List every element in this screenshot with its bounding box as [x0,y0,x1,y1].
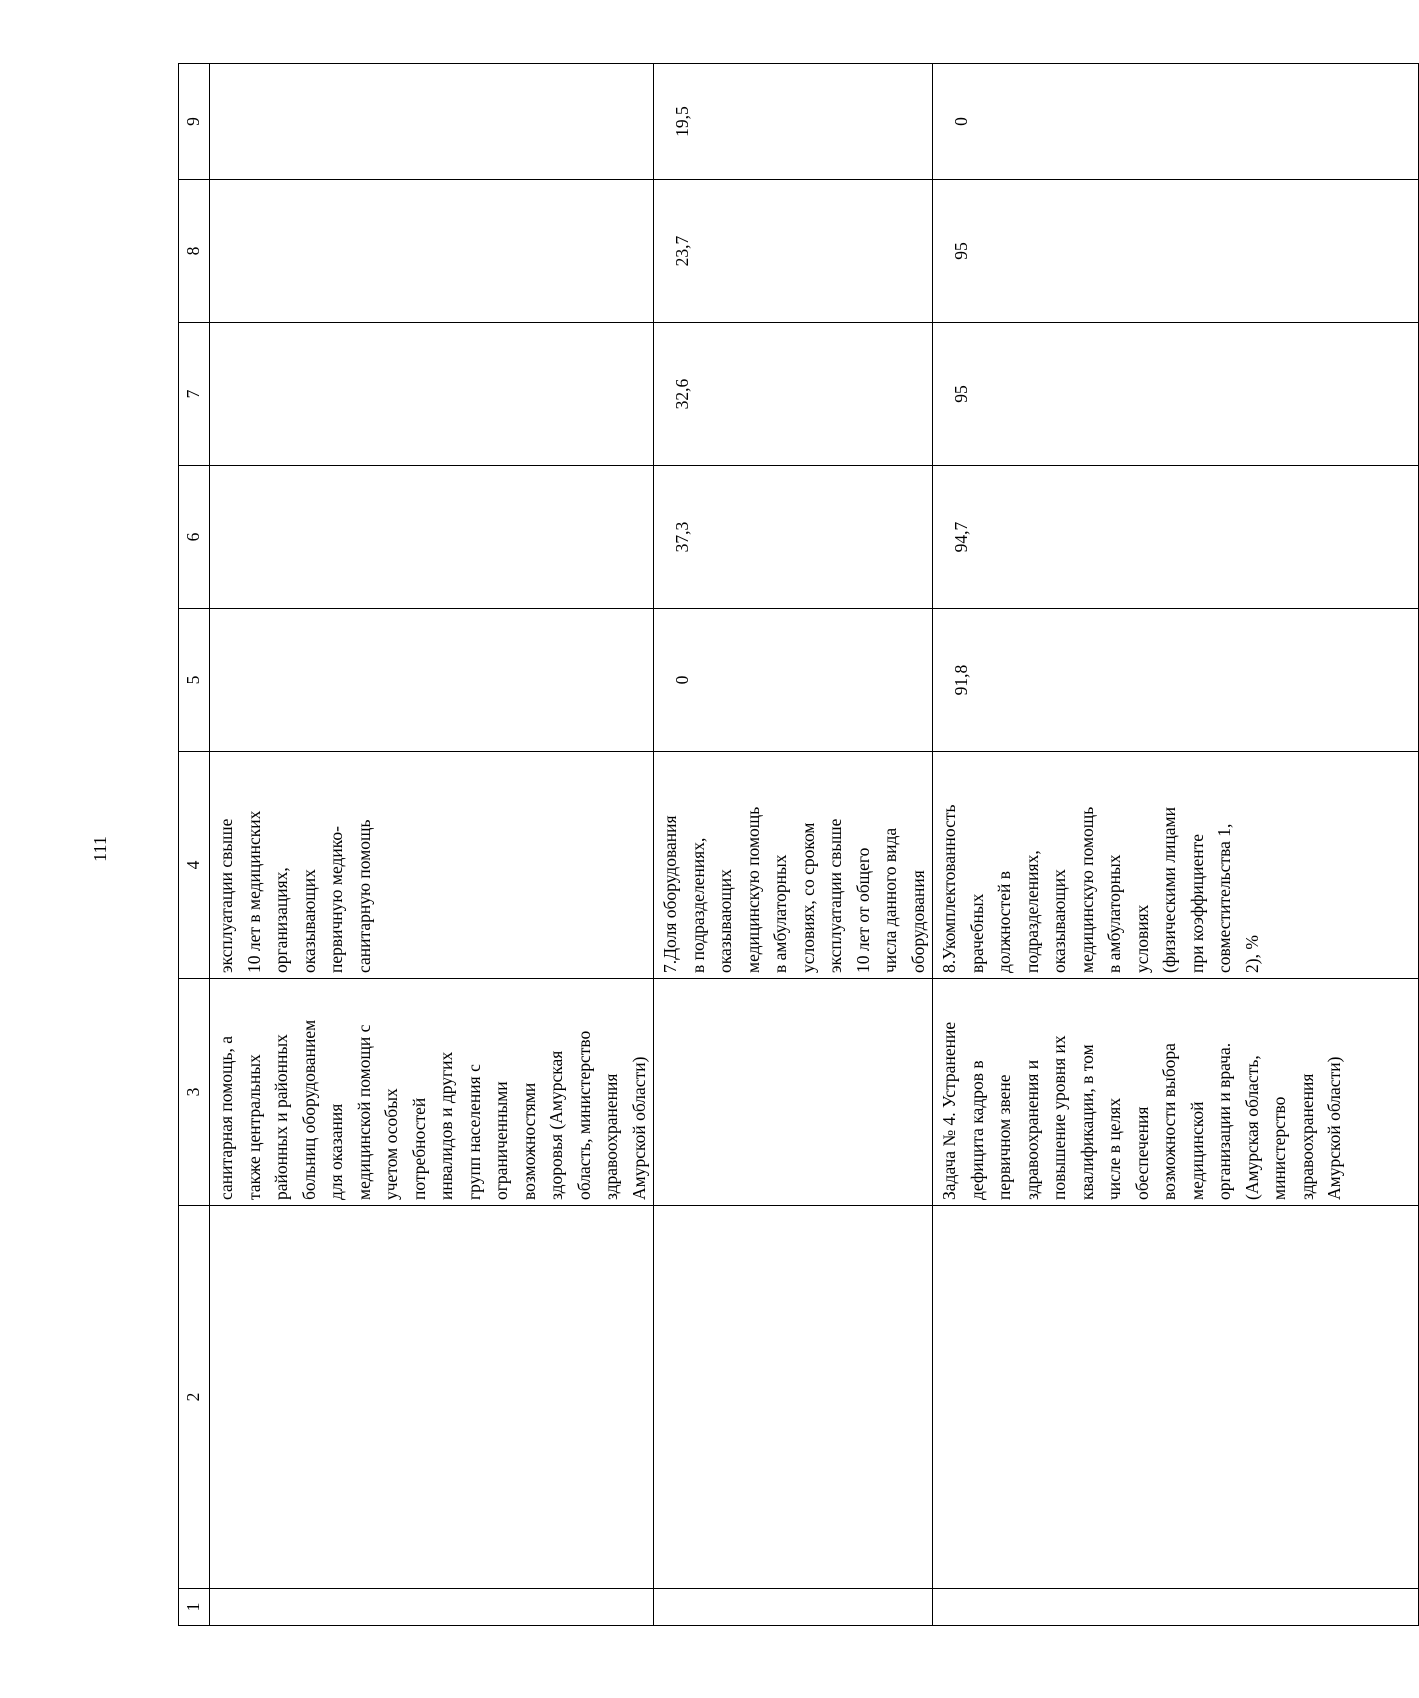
value-cell [210,466,225,608]
cell-text [933,1589,936,1625]
value-cell: 32,6 [672,378,692,410]
table-row [654,64,933,1626]
table-cell [210,64,654,180]
table-cell [654,979,933,1206]
table-cell [210,1206,654,1589]
value-cell: 94,7 [951,521,971,553]
table-cell [933,64,1419,180]
value-cell [210,323,225,465]
column-header: 4 [179,752,210,979]
column-header: 2 [179,1206,210,1589]
table-cell [933,609,1419,752]
table-cell [933,979,1419,1206]
column-header: 8 [179,180,210,323]
table-cell [210,323,654,466]
table-cell [210,180,654,323]
column-header: 7 [179,323,210,466]
column-header: 1 [179,1589,210,1626]
table-cell [210,609,654,752]
cell-text [210,1206,213,1588]
task-description: Задача № 4. Устранение дефицита кадров в первичном звене здравоохранения и повышение уровня их квалификации, в том числе в целях обеспечения возможности выбора медицинской организации и врача. (Амурская область, министерство здравоохранения Амурской области) [939,1021,1344,1200]
table-cell [654,609,933,752]
value-cell: 19,5 [672,106,692,137]
table-cell [210,752,654,979]
table-cell [933,180,1419,323]
table-cell [933,752,1419,979]
column-header: 9 [179,64,210,180]
value-cell: 23,7 [672,235,692,267]
table-row [210,64,654,1626]
table-cell [210,466,654,609]
table-cell [933,1206,1419,1589]
table-cell [933,466,1419,609]
table-cell [210,979,654,1206]
indicator-description: эксплуатации свыше 10 лет в медицинских организациях, оказывающих первичную медико- санитарную помощь [216,810,374,973]
table-cell [654,466,933,609]
table-cell [654,752,933,979]
table-cell [210,1589,654,1626]
column-header: 6 [179,466,210,609]
table-cell [933,323,1419,466]
rotated-table-container [178,64,1344,1626]
cell-text [210,1589,213,1625]
table-cell [654,180,933,323]
table-cell [654,1589,933,1626]
table-cell [654,323,933,466]
cell-text [654,1589,657,1625]
value-cell [210,64,225,179]
table-cell [654,1206,933,1589]
value-cell: 0 [951,117,971,126]
header-row [179,64,210,1626]
value-cell [210,609,225,751]
column-header: 5 [179,609,210,752]
data-table [178,63,1419,1626]
value-cell: 91,8 [951,664,971,696]
value-cell [210,180,225,322]
page-number: 111 [90,836,110,862]
task-description: санитарная помощь, а также центральных районных и районных больниц оборудованием для оказания медицинской помощи с учетом особых потребностей инвалидов и других групп населения с ограниченными возможностями здоровья (Амурская область, министерство здравоохранения Амурской области) [216,1019,649,1200]
table-row [933,64,1419,1626]
value-cell: 95 [951,385,971,403]
indicator-description: 8.Укомплектованность врачебных должностей в подразделениях, оказывающих медицинскую помощь в амбулаторных условиях (физическими лицами при коэффициенте совместительства 1, 2), % [939,804,1262,973]
cell-text [654,1206,657,1588]
value-cell: 37,3 [672,521,692,553]
table-cell [933,1589,1419,1626]
value-cell: 95 [951,242,971,260]
table-header [179,64,210,1626]
cell-text [933,1206,936,1588]
table-cell [654,64,933,180]
value-cell: 0 [672,675,692,685]
indicator-description: 7.Доля оборудования в подразделениях, оказывающих медицинскую помощь в амбулаторных условиях, со сроком эксплуатации свыше 10 лет от общего числа данного вида оборудования [660,806,928,973]
column-header: 3 [179,979,210,1206]
task-description [654,979,657,1205]
